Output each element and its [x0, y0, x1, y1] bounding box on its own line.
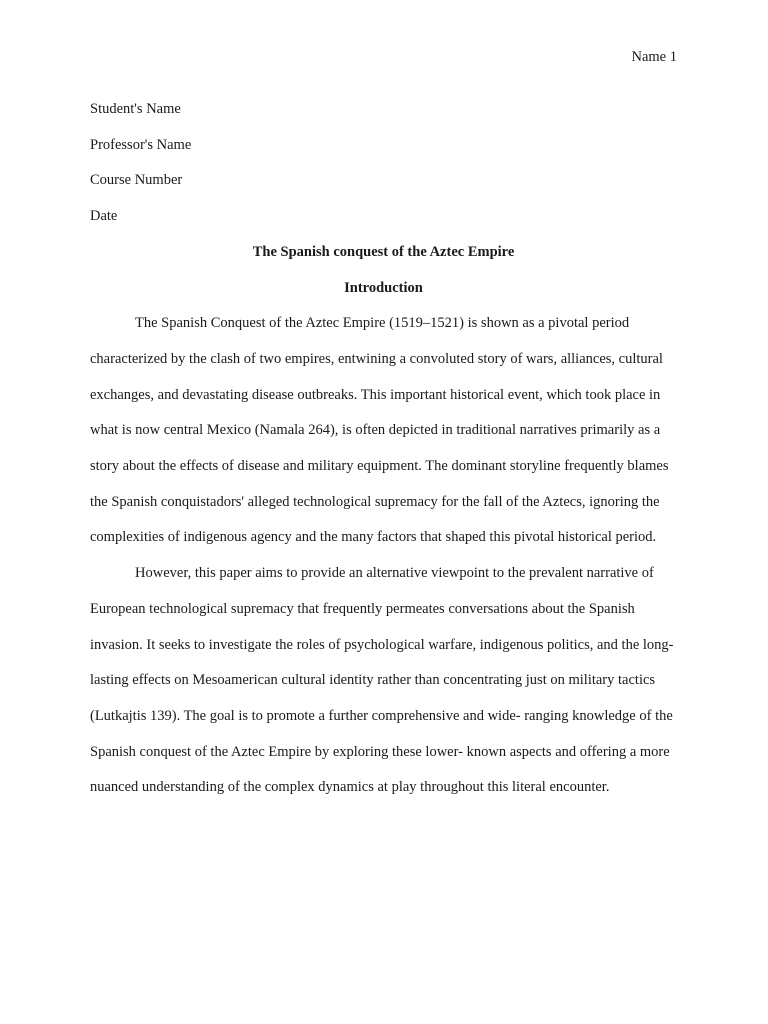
section-title: Introduction — [344, 279, 423, 296]
date-line: Date — [90, 208, 118, 225]
paragraph: However, this paper aims to provide an alternative viewpoint to the prevalent narrative of European technological supremacy that frequently permeates conversations about the Spanish invasion. It seeks to investigate the roles of psychological warfare, indigenous politics, and the long-lasting effects on Mesoamerican cultural identity rather than concentrating just on military tactics (Lutkajtis 139). The goal is to promote a further comprehensive and wide- ranging knowledge of the Spanish conquest of the Aztec Empire by exploring these lower- known aspects and offering a more nuanced understanding of the complex dynamics at play throughout this literal encounter. — [90, 565, 674, 796]
course-number: Course Number — [90, 172, 183, 189]
paragraph: The Spanish Conquest of the Aztec Empire (1519–1521) is shown as a pivotal period characterized by the clash of two empires, entwining a convoluted story of wars, alliances, cultural exchanges, and devastating disease outbreaks. This important historical event, which took place in what is now central Mexico (Namala 264), is often depicted in traditional narratives primarily as a story about the effects of disease and military equipment. The dominant storyline frequently blames the Spanish conquistadors' alleged technological supremacy for the fall of the Aztecs, ignoring the complexities of indigenous agency and the many factors that shaped this pivotal historical period. — [90, 315, 669, 546]
paper-title: The Spanish conquest of the Aztec Empire — [252, 243, 515, 260]
document-body — [90, 92, 677, 806]
professor-name: Professor's Name — [90, 136, 192, 153]
student-name: Student's Name — [90, 101, 181, 117]
running-head: Name 1 — [631, 49, 677, 65]
